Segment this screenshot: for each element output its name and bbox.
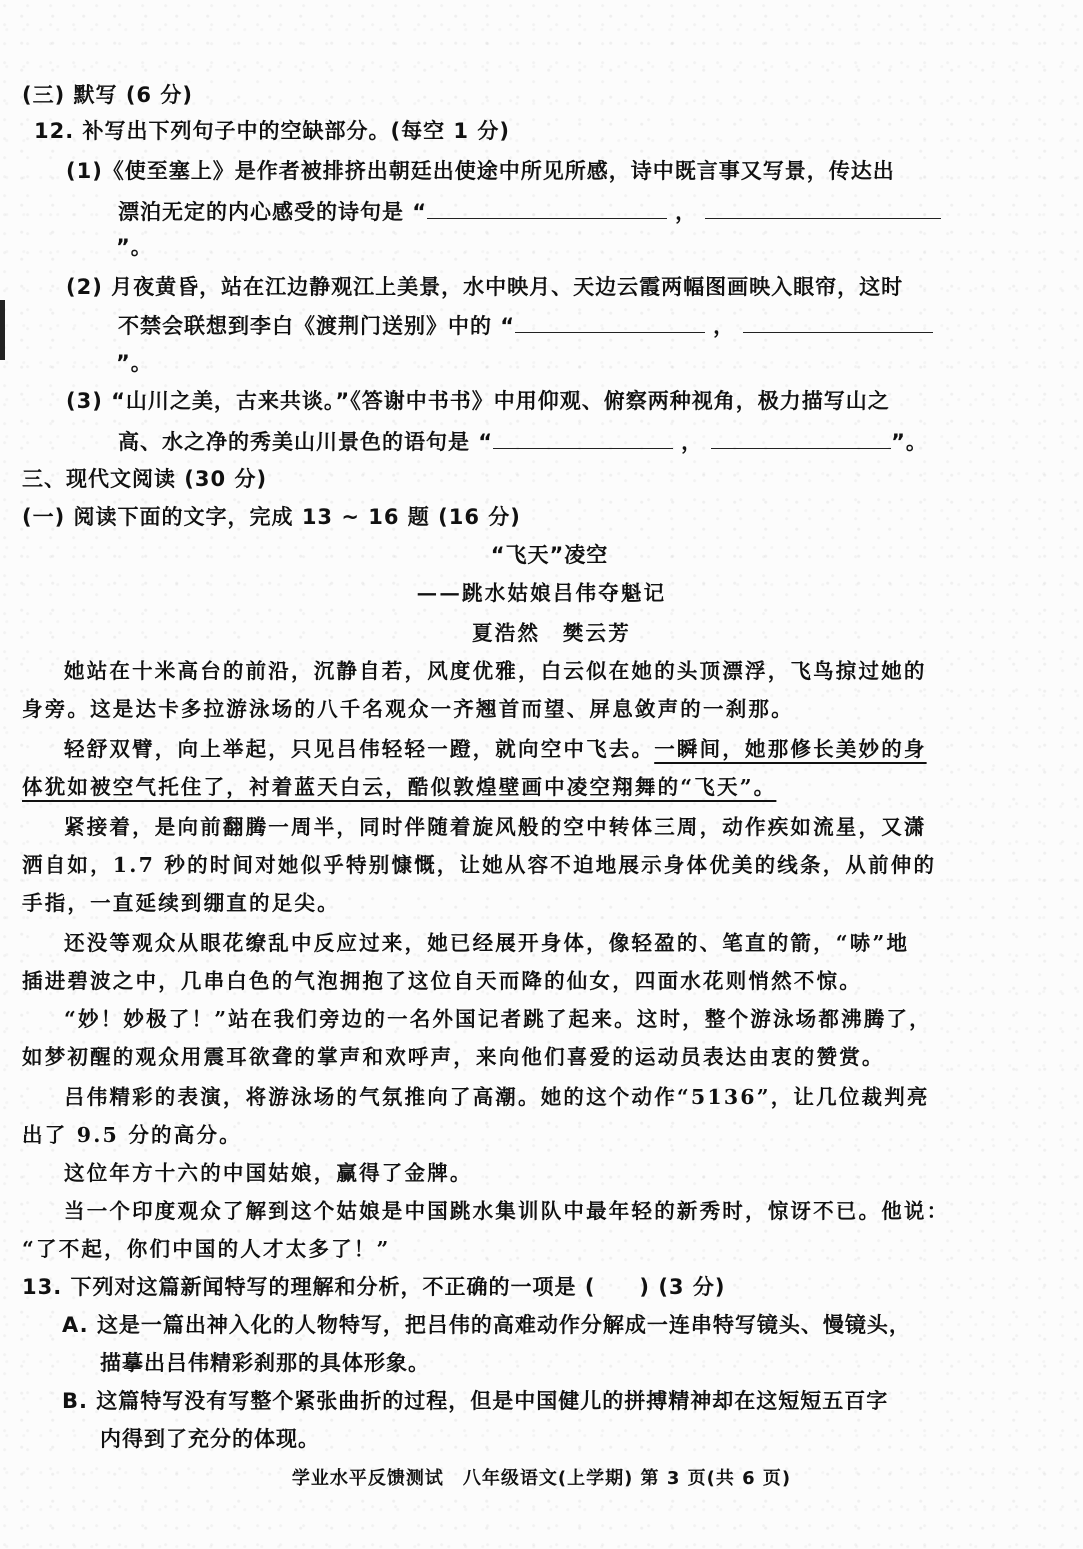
article-line: “了不起，你们中国的人才太多了！” <box>22 1237 391 1261</box>
article-line: 当一个印度观众了解到这个姑娘是中国跳水集训队中最年轻的新秀时，惊讶不已。他说： <box>64 1199 950 1223</box>
answer-blank-2[interactable] <box>705 196 941 219</box>
q12-item1-close-quote: ”。 <box>116 235 153 259</box>
article-line: “妙！妙极了！”站在我们旁边的一名外国记者跳了起来。这时，整个游泳场都沸腾了， <box>64 1007 932 1031</box>
q12-item2-line1: (2) 月夜黄昏，站在江边静观江上美景，水中映月、天边云霞两幅图画映入眼帘，这时 <box>66 275 904 299</box>
blank-separator: ， <box>713 314 736 338</box>
q13-option-a[interactable] <box>62 1310 911 1340</box>
q13-option-a-cont: 描摹出吕伟精彩刹那的具体形象。 <box>100 1351 430 1375</box>
article-line: 这位年方十六的中国姑娘，赢得了金牌。 <box>64 1161 473 1185</box>
q12-item1-prompt: 漂泊无定的内心感受的诗句是 “ <box>118 200 428 224</box>
article-text: 轻舒双臂，向上举起，只见吕伟轻轻一蹬，就向空中飞去。 <box>64 737 655 761</box>
article-line <box>22 772 776 802</box>
article-subtitle: ——跳水姑娘吕伟夺魁记 <box>416 581 667 605</box>
page-footer: 学业水平反馈测试 八年级语文(上学期) 第 3 页(共 6 页) <box>291 1468 792 1489</box>
answer-blank-5[interactable] <box>493 426 673 449</box>
blank-separator: ， <box>681 430 704 454</box>
article-line: 她站在十米高台的前沿，沉静自若，风度优雅，白云似在她的头顶漂浮，飞鸟掠过她的 <box>64 659 927 683</box>
article-line: 还没等观众从眼花缭乱中反应过来，她已经展开身体，像轻盈的、笔直的箭，“哧”地 <box>64 931 910 955</box>
article-line: 吕伟精彩的表演，将游泳场的气氛推向了高潮。她的这个动作“5136”，让几位裁判亮 <box>64 1085 930 1109</box>
q12-item2-close-quote: ”。 <box>116 351 153 375</box>
option-label: B. <box>62 1389 88 1413</box>
question-12-stem: 12. 补写出下列句子中的空缺部分。(每空 1 分) <box>34 119 510 143</box>
q12-item3-line2 <box>118 426 928 457</box>
q12-item3-close-quote: ”。 <box>891 430 928 454</box>
article-authors: 夏浩然 樊云芳 <box>472 621 631 645</box>
article-line <box>64 734 927 764</box>
question-13-stem: 13. 下列对这篇新闻特写的理解和分析，不正确的一项是 ( ) (3 分) <box>22 1275 726 1299</box>
blank-separator: ， <box>675 200 698 224</box>
q12-item2-prompt: 不禁会联想到李白《渡荆门送别》中的 “ <box>118 314 516 338</box>
article-title: “飞天”凌空 <box>490 543 609 567</box>
section-heading-reading: 三、现代文阅读 (30 分) <box>22 467 268 491</box>
answer-blank-4[interactable] <box>743 310 933 333</box>
underlined-sentence: 一瞬间，她那修长美妙的身 <box>654 737 927 761</box>
article-line: 出了 9.5 分的高分。 <box>22 1123 242 1147</box>
q12-item2-line2 <box>118 310 933 341</box>
answer-blank-1[interactable] <box>427 196 667 219</box>
article-line: 身旁。这是达卡多拉游泳场的八千名观众一齐翘首而望、屏息敛声的一刹那。 <box>22 697 794 721</box>
q12-item3-prompt: 高、水之净的秀美山川景色的语句是 “ <box>118 430 494 454</box>
article-line: 紧接着，是向前翻腾一周半，同时伴随着旋风般的空中转体三周，动作疾如流星，又潇 <box>64 815 927 839</box>
answer-blank-3[interactable] <box>515 310 705 333</box>
article-line: 插进碧波之中，几串白色的气泡拥抱了这位自天而降的仙女，四面水花则悄然不惊。 <box>22 969 862 993</box>
option-label: A. <box>62 1313 89 1337</box>
option-text: 这篇特写没有写整个紧张曲折的过程，但是中国健儿的拼搏精神却在这短短五百字 <box>96 1389 889 1413</box>
q12-item1-line2 <box>118 196 941 227</box>
q12-item1-line1: (1)《使至塞上》是作者被排挤出朝廷出使途中所见所感，诗中既言事又写景，传达出 <box>66 159 895 183</box>
article-line: 如梦初醒的观众用震耳欲聋的掌声和欢呼声，来向他们喜爱的运动员表达由衷的赞赏。 <box>22 1045 885 1069</box>
reading-sub-heading: (一) 阅读下面的文字，完成 13 ~ 16 题 (16 分) <box>22 505 521 529</box>
article-line: 洒自如，1.7 秒的时间对她似乎特别慷慨，让她从容不迫地展示身体优美的线条，从前伸的 <box>22 853 937 877</box>
q12-item3-line1: (3) “山川之美，古来共谈。”《答谢中书书》中用仰观、俯察两种视角，极力描写山之 <box>66 389 890 413</box>
answer-blank-6[interactable] <box>711 426 891 449</box>
scan-edge-mark <box>0 300 5 360</box>
underlined-sentence: 体犹如被空气托住了，衬着蓝天白云，酷似敦煌壁画中凌空翔舞的“飞天”。 <box>22 775 777 799</box>
q13-option-b[interactable] <box>62 1386 888 1416</box>
article-line: 手指，一直延续到绷直的足尖。 <box>22 891 340 915</box>
section-heading-dictation: (三) 默写 (6 分) <box>22 83 193 107</box>
option-text: 这是一篇出神入化的人物特写，把吕伟的高难动作分解成一连串特写镜头、慢镜头， <box>96 1313 911 1337</box>
q13-option-b-cont: 内得到了充分的体现。 <box>100 1427 320 1451</box>
